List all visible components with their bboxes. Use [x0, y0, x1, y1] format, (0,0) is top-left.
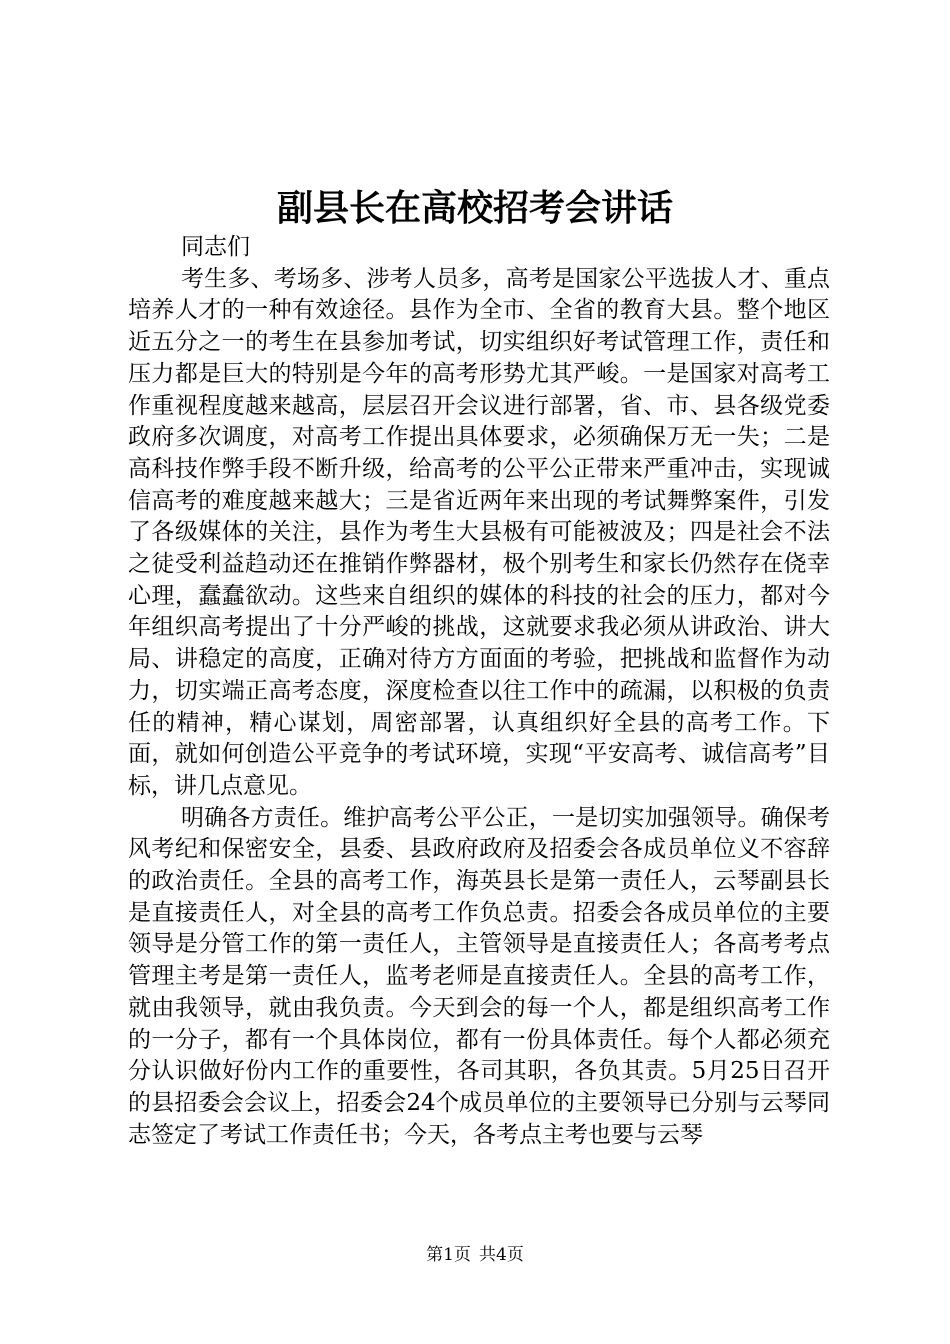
paragraph-responsibility: 明确各方责任。维护高考公平公正，一是切实加强领导。确保考风考纪和保密安全，县委、县政府政府及招委会各成员单位义不容辞的政治责任。全县的高考工作，海英县长是第一责任人，云琴副县长是直接责任人，对全县的高考工作负总责。招委会各成员单位的主要领导是分管工作的第一责任人，主管领导是直接责任人；各高考考点管理主考是第一责任人，监考老师是直接责任人。全县的高考工作，就由我领导，就由我负责。今天到会的每一个人，都是组织高考工作的一分子，都有一个具体岗位，都有一份具体责任。每个人都必须充分认识做好份内工作的重要性，各司其职，各负其责。5月25日召开的县招委会会议上，招委会24个成员单位的主要领导已分别与云琴同志签定了考试工作责任书；今天，各考点主考也要与云琴 — [128, 804, 830, 1148]
document-body — [128, 232, 830, 1151]
page-number: 第1页 — [426, 1245, 471, 1265]
salutation: 同志们 — [181, 234, 250, 260]
page-title: 副县长在高校招考会讲话 — [276, 187, 673, 229]
page-total: 共4页 — [479, 1245, 524, 1265]
paragraph-intro: 考生多、考场多、涉考人员多，高考是国家公平选拔人才、重点培养人才的一种有效途径。县作为全市、全省的教育大县。整个地区近五分之一的考生在县参加考试，切实组织好考试管理工作，责任和压力都是巨大的特别是今年的高考形势尤其严峻。一是国家对高考工作重视程度越来越高，层层召开会议进行部署，省、市、县各级党委政府多次调度，对高考工作提出具体要求，必须确保万无一失；二是高科技作弊手段不断升级，给高考的公平公正带来严重冲击，实现诚信高考的难度越来越大；三是省近两年来出现的考试舞弊案件，引发了各级媒体的关注，县作为考生大县极有可能被波及；四是社会不法之徒受利益趋动还在推销作弊器材，极个别考生和家长仍然存在侥幸心理，蠢蠢欲动。这些来自组织的媒体的科技的社会的压力，都对今年组织高考提出了十分严峻的挑战，这就要求我必须从讲政治、讲大局、讲稳定的高度，正确对待方方面面的考验，把挑战和监督作为动力，切实端正高考态度，深度检查以往工作中的疏漏，以积极的负责任的精神，精心谋划，周密部署，认真组织好全县的高考工作。下面，就如何创造公平竞争的考试环境，实现“平安高考、诚信高考”目标，讲几点意见。 — [128, 265, 830, 799]
page-footer — [0, 1244, 950, 1266]
